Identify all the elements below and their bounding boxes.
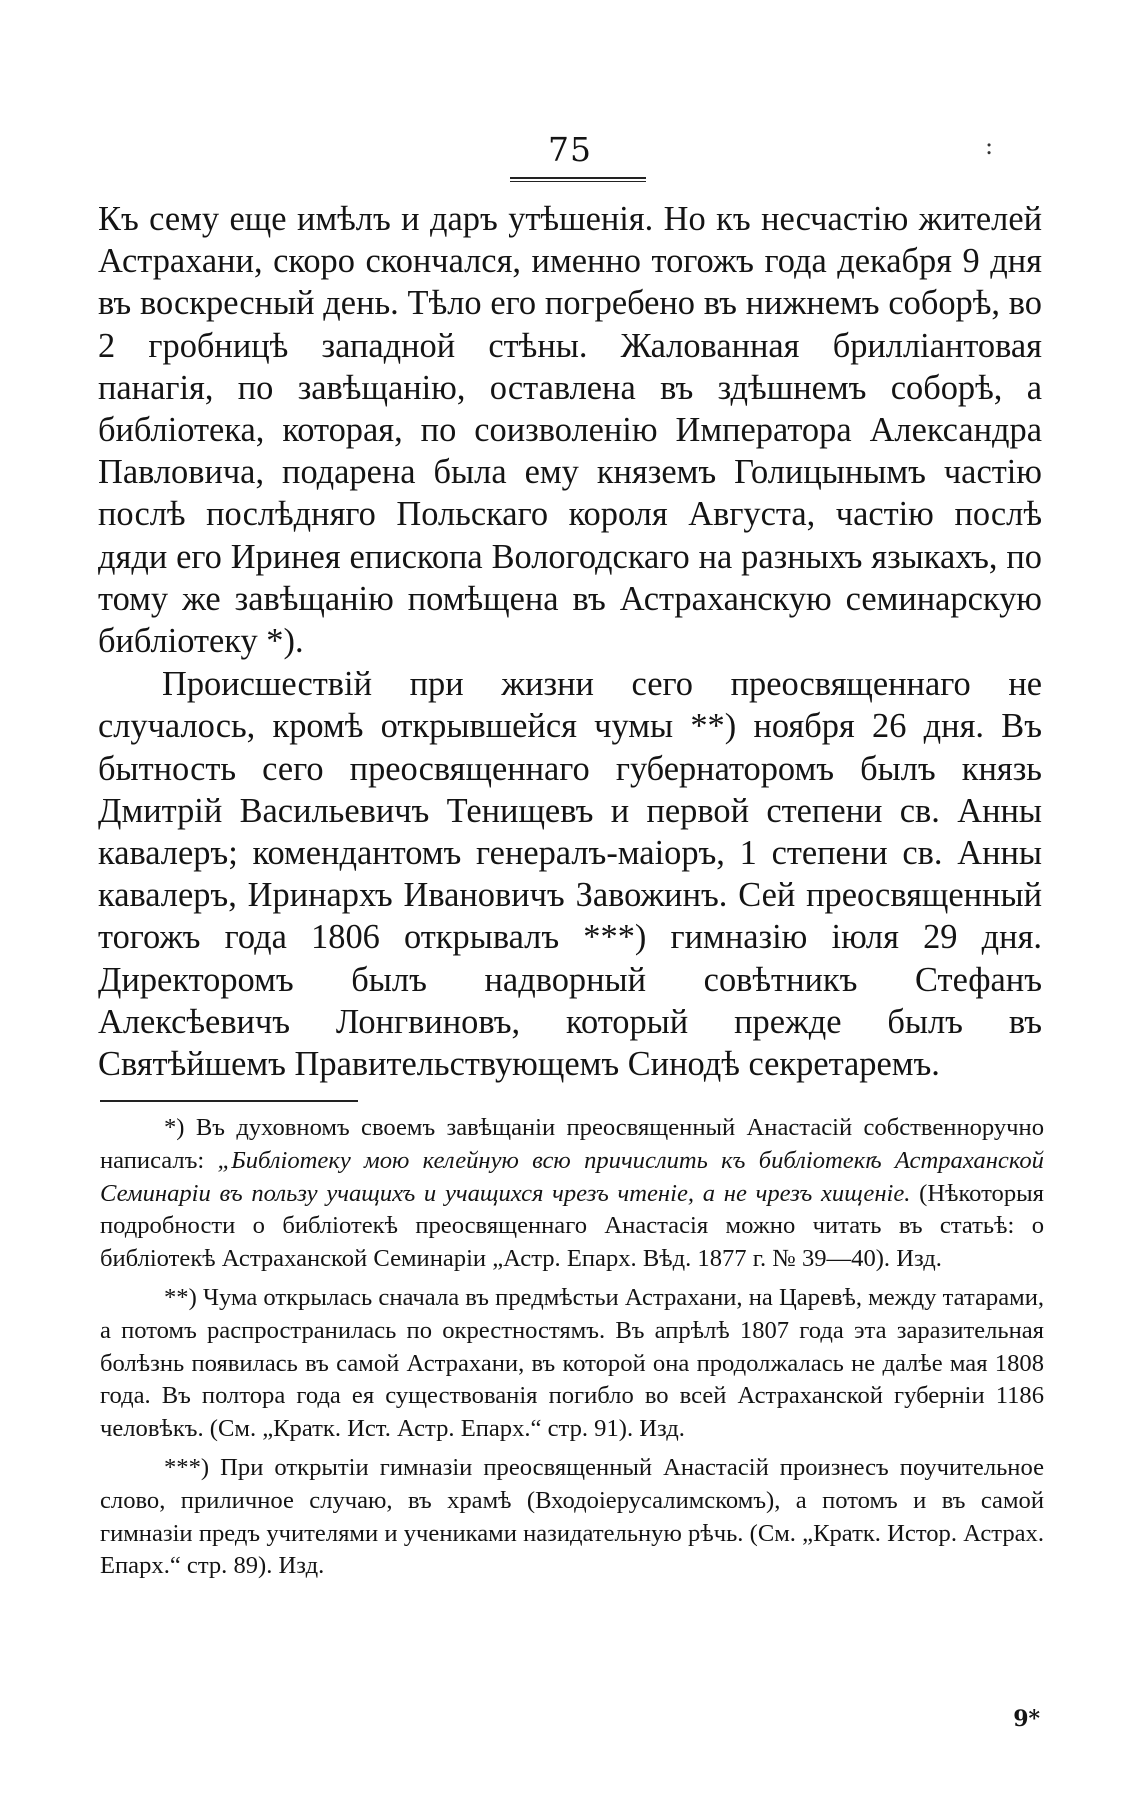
footnote-2: [100, 1282, 1044, 1446]
footnote-1: [100, 1112, 1044, 1276]
footnote-tail: (Нѣкоторыя подробности о библіотекѣ преосвященнаго Анастасія можно читать въ статьѣ: о библіотекѣ Астраханской Семинаріи „Астр. Епарх. Вѣд. 1877 г. № 39—40). Изд.: [100, 1179, 1044, 1273]
main-text: [98, 198, 1042, 1085]
header-rule: [510, 177, 646, 182]
main-paragraph: Происшествій при жизни сего преосвященнаго не случалось, кромѣ открывшейся чумы **) ноября 26 дня. Въ бытность сего преосвященнаго губернаторомъ былъ князь Дмитрій Васильевичъ Тенищевъ и первой степени св. Анны кавалеръ; комендантомъ генералъ-маіоръ, 1 степени св. Анны кавалеръ, Иринархъ Ивановичъ Завожинъ. Сей преосвященный тогожъ года 1806 открывалъ ***) гимназію іюля 29 дня. Директоромъ былъ надворный совѣтникъ Стефанъ Алексѣевичъ Лонгвиновъ, который прежде былъ въ Святѣйшемъ Правительствующемъ Синодѣ секретаремъ.: [98, 665, 1042, 1084]
footnote-marker: **): [164, 1283, 197, 1311]
footnote-3: [100, 1452, 1044, 1583]
footnote-marker: *): [164, 1114, 185, 1141]
footnote-text: Чума открылась сначала въ предмѣстьи Астрахани, на Царевѣ, между татарами, а потомъ распространилась по окрестностямъ. Въ апрѣлѣ 1807 года эта заразительная болѣзнь появилась въ самой Астрахани, въ которой она продолжалась не далѣе мая 1808 года. Въ полтора года ея существованія погибло во всей Астраханской губерніи 1186 человѣкъ. (См. „Кратк. Ист. Астр. Епарх.“ стр. 91). Изд.: [100, 1283, 1044, 1443]
footnote-rule: [100, 1100, 358, 1102]
footnote-lead: Въ духовномъ своемъ завѣщаніи преосвященный Анастасій собственноручно написалъ:: [100, 1114, 1044, 1174]
signature-mark: 9*: [1013, 1706, 1040, 1732]
page-number: 75: [548, 130, 592, 169]
footnote-marker: ***): [164, 1453, 210, 1481]
main-paragraph: Къ сему еще имѣлъ и даръ утѣшенія. Но къ несчастію жителей Астрахани, скоро скончался, именно тогожъ года декабря 9 дня въ воскресный день. Тѣло его погребено въ нижнемъ соборѣ, во 2 гробницѣ западной стѣны. Жалованная бриллiантовая панагія, по завѣщанію, оставлена въ здѣшнемъ соборѣ, а библіотека, которая, по соизволенію Императора Александра Павловича, подарена была ему княземъ Голицынымъ частію послѣ послѣдняго Польскаго короля Августа, частію послѣ дяди его Иринея епископа Вологодскаго на разныхъ языкахъ, по тому же завѣщанію помѣщена въ Астраханскую семинарскую библіотеку *).: [98, 200, 1042, 661]
footnote-text: При открытіи гимназіи преосвященный Анастасій произнесъ поучительное слово, приличное случаю, въ храмѣ (Входоіерусалимскомъ), а потомъ и въ самой гимназіи предъ учителями и учениками назидательную рѣчь. (См. „Кратк. Истор. Астрах. Епарх.“ стр. 89). Изд.: [100, 1453, 1044, 1580]
footnotes: [100, 1112, 1044, 1589]
footnote-quote: „Библіотеку мою келейную всю причислить къ библіотекѣ Астраханской Семинаріи въ пользу учащихъ и учащихся чрезъ чтеніе, а не чрезъ хищеніе.: [100, 1146, 1044, 1207]
margin-mark: :: [985, 132, 994, 160]
